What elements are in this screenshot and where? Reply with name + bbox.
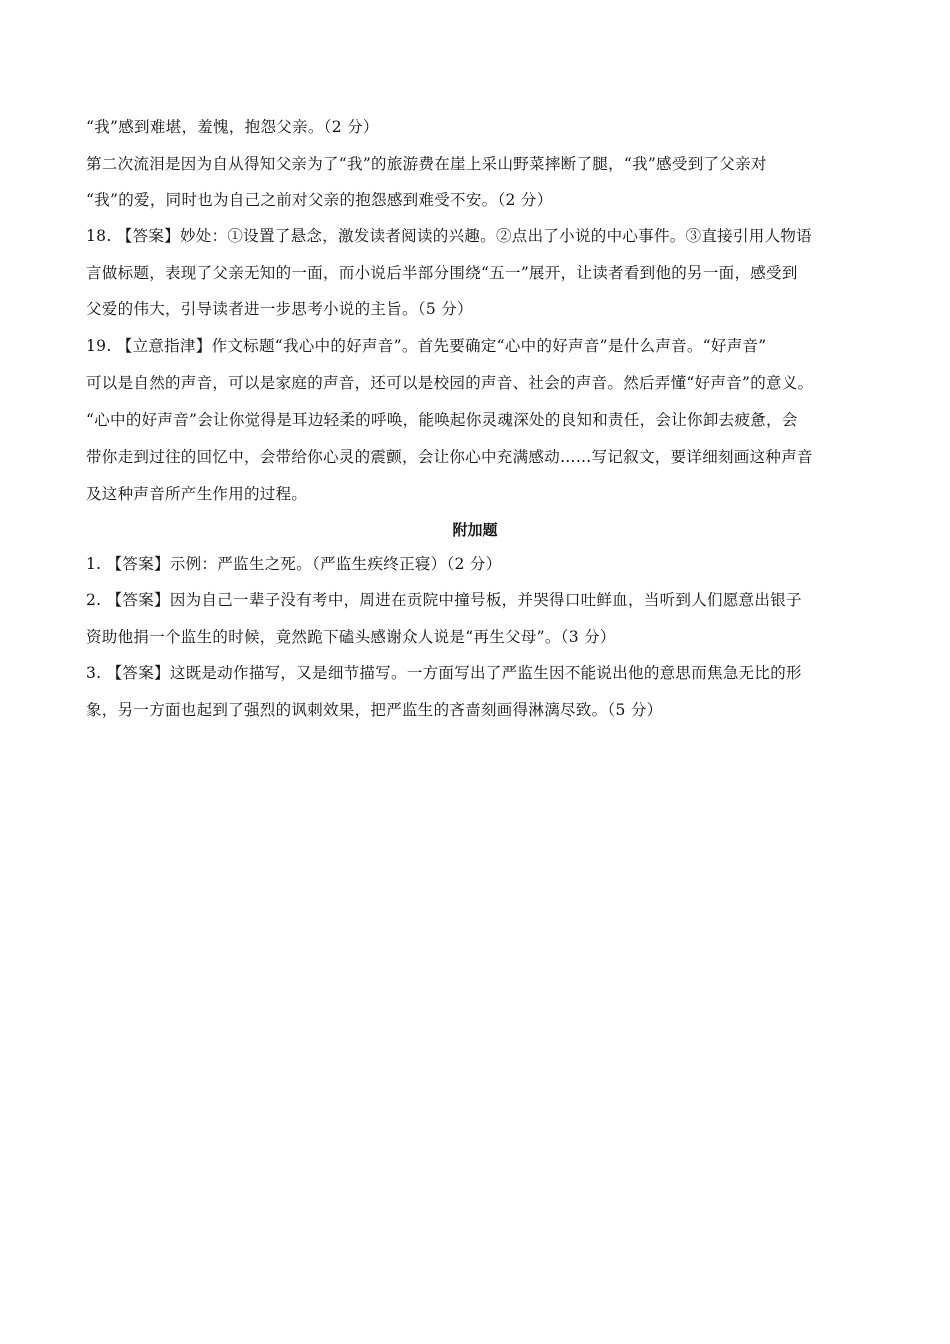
answer-19-line-2: 可以是自然的声音，可以是家庭的声音，还可以是校园的声音、社会的声音。然后弄懂“好声音”的意义。 [86, 374, 814, 392]
answer-18-line-2: 言做标题，表现了父亲无知的一面，而小说后半部分围绕“五一”展开，让读者看到他的另一面，感受到 [86, 264, 798, 282]
answer-17-line-3: “我”的爱，同时也为自己之前对父亲的抱怨感到难受不安。（2 分） [86, 191, 553, 209]
appendix-answer-2-line-2: 资助他捐一个监生的时候，竟然跪下磕头感谢众人说是“再生父母”。（3 分） [86, 628, 616, 646]
appendix-answer-3-line-2: 象，另一方面也起到了强烈的讽刺效果，把严监生的吝啬刻画得淋漓尽致。（5 分） [86, 701, 663, 719]
answer-19-line-3: “心中的好声音”会让你觉得是耳边轻柔的呼唤，能唤起你灵魂深处的良知和责任，会让你卸去疲惫，会 [86, 411, 798, 429]
answer-19-line-1: 19. 【立意指津】作文标题“我心中的好声音”。首先要确定“心中的好声音”是什么声音。“好声音” [86, 337, 767, 355]
answer-17-line-2: 第二次流泪是因为自从得知父亲为了“我”的旅游费在崖上采山野菜摔断了腿，“我”感受到了父亲对 [86, 155, 767, 173]
appendix-answer-3-line-1: 3. 【答案】这既是动作描写，又是细节描写。一方面写出了严监生因不能说出他的意思而焦急无比的形 [86, 664, 802, 682]
appendix-title: 附加题 [452, 521, 498, 539]
appendix-answer-2-line-1: 2. 【答案】因为自己一辈子没有考中，周进在贡院中撞号板，并哭得口吐鲜血，当听到人们愿意出银子 [86, 591, 802, 609]
answer-17-line-1: “我”感到难堪，羞愧，抱怨父亲。（2 分） [86, 118, 379, 136]
answer-19-line-5: 及这种声音所产生作用的过程。 [86, 485, 308, 503]
answer-18-line-1: 18. 【答案】妙处：①设置了悬念，激发读者阅读的兴趣。②点出了小说的中心事件。③直接引用人物语 [86, 227, 812, 245]
answer-19-line-4: 带你走到过往的回忆中，会带给你心灵的震颤，会让你心中充满感动……写记叙文，要详细刻画这种声音 [86, 448, 813, 466]
appendix-answer-1: 1. 【答案】示例：严监生之死。（严监生疾终正寝）（2 分） [86, 555, 502, 573]
answer-18-line-3: 父爱的伟大，引导读者进一步思考小说的主旨。（5 分） [86, 300, 473, 318]
